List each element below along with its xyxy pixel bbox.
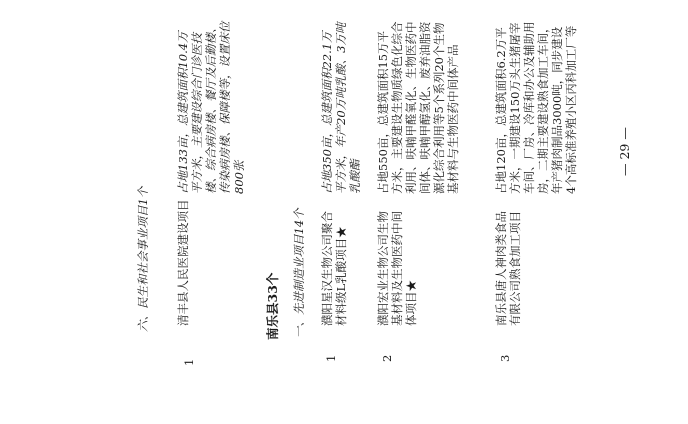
project-name: 濮阳星汉生物公司聚合材料级L乳酸项目★ [320, 211, 348, 326]
section-heading-social: 六、民生和社会事业项目1个 [136, 186, 150, 332]
project-number: 1 [182, 358, 196, 366]
project-description: 占地120亩，总建筑面积6.2万平方米，一期建设150万头生猪屠宰车间、厂房、冷库和办公及辅助用房，二期主要建设熟食加工车间，年产猪肉制品3000吨，同步建设4个高标准养殖小区丙科加工厂等 [494, 21, 578, 194]
rotated-page [88, 0, 688, 424]
page-number: — 29 — [617, 127, 632, 176]
project-name: 清丰县人民医院建设项目 [176, 199, 190, 326]
project-description: 占地550亩，总建筑面积15万平方米，主要建设生物质绿色化综合利用、呋喃甲醛氧化、生物医药中间体、呋喃甲醇氢化、废弃油脂资源化综合利用等5个系列20个生物基材料与生物医药中间体产品 [376, 21, 460, 194]
project-number: 3 [498, 354, 512, 362]
project-description: 占地350亩，总建筑面积22.1万平方米，年产20万吨乳酸、3万吨乳酸酯 [320, 22, 362, 194]
project-number: 1 [324, 354, 338, 362]
section-heading-manufacturing: 一、先进制造业项目14个 [292, 208, 306, 338]
county-heading: 南乐县33个 [265, 272, 280, 340]
project-description: 占地133亩，总建筑面积10.4万平方米，主要建设综合门诊医技楼、综合病房楼、餐厅及后勤楼、传染病房楼、保障楼等，设置床位800张 [176, 21, 246, 194]
project-name: 南乐县唐人神肉类食品有限公司熟食加工项目 [494, 211, 522, 326]
project-name: 濮阳宏业生物公司生物基材料及生物医药中间体项目★ [376, 211, 418, 326]
project-number: 2 [380, 354, 394, 362]
